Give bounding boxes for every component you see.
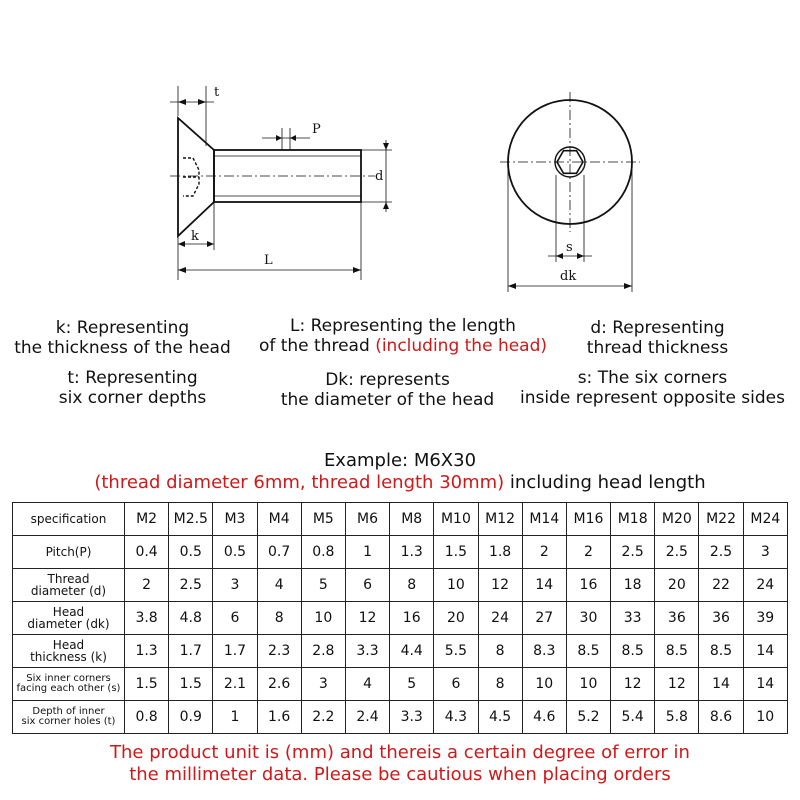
table-cell: 1.3 xyxy=(390,536,434,569)
table-cell: 2.5 xyxy=(655,536,699,569)
table-cell: 3.8 xyxy=(125,602,169,635)
table-cell: 2.8 xyxy=(301,635,345,668)
table-cell: 8 xyxy=(478,635,522,668)
label-d: d xyxy=(375,169,384,184)
label-p: P xyxy=(312,122,321,137)
legend-dk-line1: Dk: represents xyxy=(325,370,450,390)
table-header-size: M5 xyxy=(301,503,345,536)
table-cell: 2.5 xyxy=(169,569,213,602)
table-cell: 20 xyxy=(434,602,478,635)
table-header-size: M6 xyxy=(345,503,389,536)
table-cell: 8.5 xyxy=(566,635,610,668)
table-cell: 1.6 xyxy=(257,701,301,734)
table-cell: 1.5 xyxy=(125,668,169,701)
table-cell: 2.2 xyxy=(301,701,345,734)
table-cell: 2 xyxy=(566,536,610,569)
table-cell: 0.9 xyxy=(169,701,213,734)
table-cell: 8.3 xyxy=(522,635,566,668)
table-cell: 10 xyxy=(743,701,787,734)
table-header-size: M16 xyxy=(566,503,610,536)
footer-warning xyxy=(0,742,800,786)
table-cell: 14 xyxy=(522,569,566,602)
example-description-rest: including head length xyxy=(504,472,706,493)
table-cell: 14 xyxy=(699,668,743,701)
table-cell: 2.6 xyxy=(257,668,301,701)
table-cell: 39 xyxy=(743,602,787,635)
table-cell: 1 xyxy=(213,701,257,734)
legend-l-line1: L: Representing the length xyxy=(290,316,516,336)
table-cell: 4.4 xyxy=(390,635,434,668)
table-cell: 1.5 xyxy=(169,668,213,701)
table-cell: 4 xyxy=(257,569,301,602)
table-row-label xyxy=(13,602,125,635)
label-dk: dk xyxy=(560,269,577,284)
legend-t-line1: t: Representing xyxy=(67,368,198,388)
footer-line2: the millimeter data. Please be cautious when placing orders xyxy=(129,764,671,785)
table-cell: 33 xyxy=(611,602,655,635)
table-header-size: M24 xyxy=(743,503,787,536)
label-l: L xyxy=(264,253,273,268)
legend-s-line2: inside represent opposite sides xyxy=(519,388,785,408)
table-row-label-line: thickness (k) xyxy=(30,650,107,664)
table-row xyxy=(13,569,788,602)
table-cell: 1.8 xyxy=(478,536,522,569)
footer-line1: The product unit is (mm) and thereis a certain degree of error in xyxy=(110,742,690,763)
table-row-label xyxy=(13,536,125,569)
table-cell: 10 xyxy=(434,569,478,602)
table-cell: 4.6 xyxy=(522,701,566,734)
table-cell: 2.1 xyxy=(213,668,257,701)
table-cell: 5.5 xyxy=(434,635,478,668)
table-row-label xyxy=(13,668,125,701)
label-k: k xyxy=(191,229,199,244)
table-row xyxy=(13,602,788,635)
table-cell: 22 xyxy=(699,569,743,602)
table-cell: 1.7 xyxy=(213,635,257,668)
table-row-label-line: diameter (d) xyxy=(30,584,107,598)
table-cell: 0.5 xyxy=(169,536,213,569)
table-cell: 16 xyxy=(390,602,434,635)
table-cell: 2 xyxy=(522,536,566,569)
table-cell: 10 xyxy=(522,668,566,701)
table-cell: 0.5 xyxy=(213,536,257,569)
table-cell: 4.3 xyxy=(434,701,478,734)
table-cell: 5 xyxy=(390,668,434,701)
table-header-size: M20 xyxy=(655,503,699,536)
table-cell: 5.2 xyxy=(566,701,610,734)
table-cell: 2.4 xyxy=(345,701,389,734)
table-cell: 24 xyxy=(478,602,522,635)
table-cell: 3.3 xyxy=(345,635,389,668)
table-row-label-line: Thread xyxy=(47,572,90,586)
table-header-size: M14 xyxy=(522,503,566,536)
table-cell: 1.7 xyxy=(169,635,213,668)
table-cell: 0.8 xyxy=(125,701,169,734)
table-cell: 5.4 xyxy=(611,701,655,734)
legend-t xyxy=(30,368,235,408)
table-row xyxy=(13,701,788,734)
table-cell: 4 xyxy=(345,668,389,701)
table-cell: 36 xyxy=(699,602,743,635)
table-cell: 4.8 xyxy=(169,602,213,635)
table-cell: 10 xyxy=(301,602,345,635)
legend-l-line2 xyxy=(238,336,568,356)
table-header-size: M3 xyxy=(213,503,257,536)
top-view xyxy=(500,92,640,292)
table-row-label xyxy=(13,569,125,602)
table-header-size: M8 xyxy=(390,503,434,536)
legend-l xyxy=(238,316,568,356)
table-row xyxy=(13,635,788,668)
table-cell: 6 xyxy=(434,668,478,701)
table-cell: 14 xyxy=(743,668,787,701)
screw-technical-drawing xyxy=(0,0,800,310)
label-s: s xyxy=(566,240,573,255)
table-header-size: M18 xyxy=(611,503,655,536)
table-row-label-line: Head xyxy=(52,638,85,652)
legend-k-line1: k: Representing xyxy=(55,318,190,338)
table-cell: 5.8 xyxy=(655,701,699,734)
table-header-size: M2.5 xyxy=(169,503,213,536)
table-header-size: M2 xyxy=(125,503,169,536)
table-cell: 0.7 xyxy=(257,536,301,569)
table-cell: 3 xyxy=(743,536,787,569)
table-cell: 0.8 xyxy=(301,536,345,569)
table-row-label-line: Pitch(P) xyxy=(45,545,92,559)
table-header-label: specification xyxy=(13,503,125,536)
table-row-label-line: Six inner corners xyxy=(26,673,111,684)
table-cell: 27 xyxy=(522,602,566,635)
table-cell: 1.3 xyxy=(125,635,169,668)
specification-table xyxy=(12,502,788,734)
example-description xyxy=(0,472,800,494)
table-cell: 3.3 xyxy=(390,701,434,734)
table-cell: 2.5 xyxy=(699,536,743,569)
table-cell: 12 xyxy=(478,569,522,602)
table-cell: 2 xyxy=(125,569,169,602)
legend-t-line2: six corner depths xyxy=(58,388,207,408)
table-row-label xyxy=(13,635,125,668)
table-header-size: M10 xyxy=(434,503,478,536)
table-cell: 2.5 xyxy=(611,536,655,569)
legend-d-line1: d: Representing xyxy=(590,318,725,338)
example-description-red: (thread diameter 6mm, thread length 30mm) xyxy=(94,472,505,493)
table-cell: 12 xyxy=(611,668,655,701)
legend-dk-line2: the diameter of the head xyxy=(280,390,495,410)
table-cell: 6 xyxy=(345,569,389,602)
table-cell: 8 xyxy=(478,668,522,701)
table-row xyxy=(13,668,788,701)
table-row-label-line: six corner holes (t) xyxy=(21,716,116,727)
table-cell: 12 xyxy=(655,668,699,701)
legend-k-line2: the thickness of the head xyxy=(14,338,231,358)
legend-l-line2-red: (including the head) xyxy=(375,336,548,356)
table-cell: 8.5 xyxy=(611,635,655,668)
legend-d-line2: thread thickness xyxy=(586,338,729,358)
table-row xyxy=(13,536,788,569)
side-view xyxy=(170,86,392,280)
table-cell: 8.6 xyxy=(699,701,743,734)
table-row-label-line: Depth of inner xyxy=(32,706,105,717)
table-cell: 36 xyxy=(655,602,699,635)
table-row-label-line: facing each other (s) xyxy=(16,683,121,694)
table-cell: 2.3 xyxy=(257,635,301,668)
table-cell: 14 xyxy=(743,635,787,668)
table-cell: 20 xyxy=(655,569,699,602)
legend-l-line2-text: of the thread xyxy=(258,336,370,356)
table-header-size: M4 xyxy=(257,503,301,536)
table-cell: 6 xyxy=(213,602,257,635)
table-cell: 1 xyxy=(345,536,389,569)
table-cell: 8.5 xyxy=(655,635,699,668)
legend-s xyxy=(505,368,800,408)
table-cell: 3 xyxy=(301,668,345,701)
table-cell: 24 xyxy=(743,569,787,602)
table-row-label xyxy=(13,701,125,734)
table-row-label-line: Head xyxy=(52,605,85,619)
table-cell: 8 xyxy=(390,569,434,602)
table-cell: 5 xyxy=(301,569,345,602)
example-title: Example: M6X30 xyxy=(323,450,477,471)
table-cell: 8.5 xyxy=(699,635,743,668)
table-cell: 16 xyxy=(566,569,610,602)
table-cell: 3 xyxy=(213,569,257,602)
table-header-row xyxy=(13,503,788,536)
table-cell: 8 xyxy=(257,602,301,635)
table-cell: 0.4 xyxy=(125,536,169,569)
legend-k xyxy=(0,318,245,358)
legend-dk xyxy=(280,370,495,410)
table-header-size: M22 xyxy=(699,503,743,536)
table-cell: 10 xyxy=(566,668,610,701)
table-cell: 12 xyxy=(345,602,389,635)
table-cell: 1.5 xyxy=(434,536,478,569)
legend-d xyxy=(560,318,755,358)
label-t: t xyxy=(214,85,220,100)
table-header-size: M12 xyxy=(478,503,522,536)
table-row-label-line: diameter (dk) xyxy=(27,617,110,631)
table-cell: 30 xyxy=(566,602,610,635)
legend-s-line1: s: The six corners xyxy=(577,368,728,388)
table-cell: 4.5 xyxy=(478,701,522,734)
table-cell: 18 xyxy=(611,569,655,602)
